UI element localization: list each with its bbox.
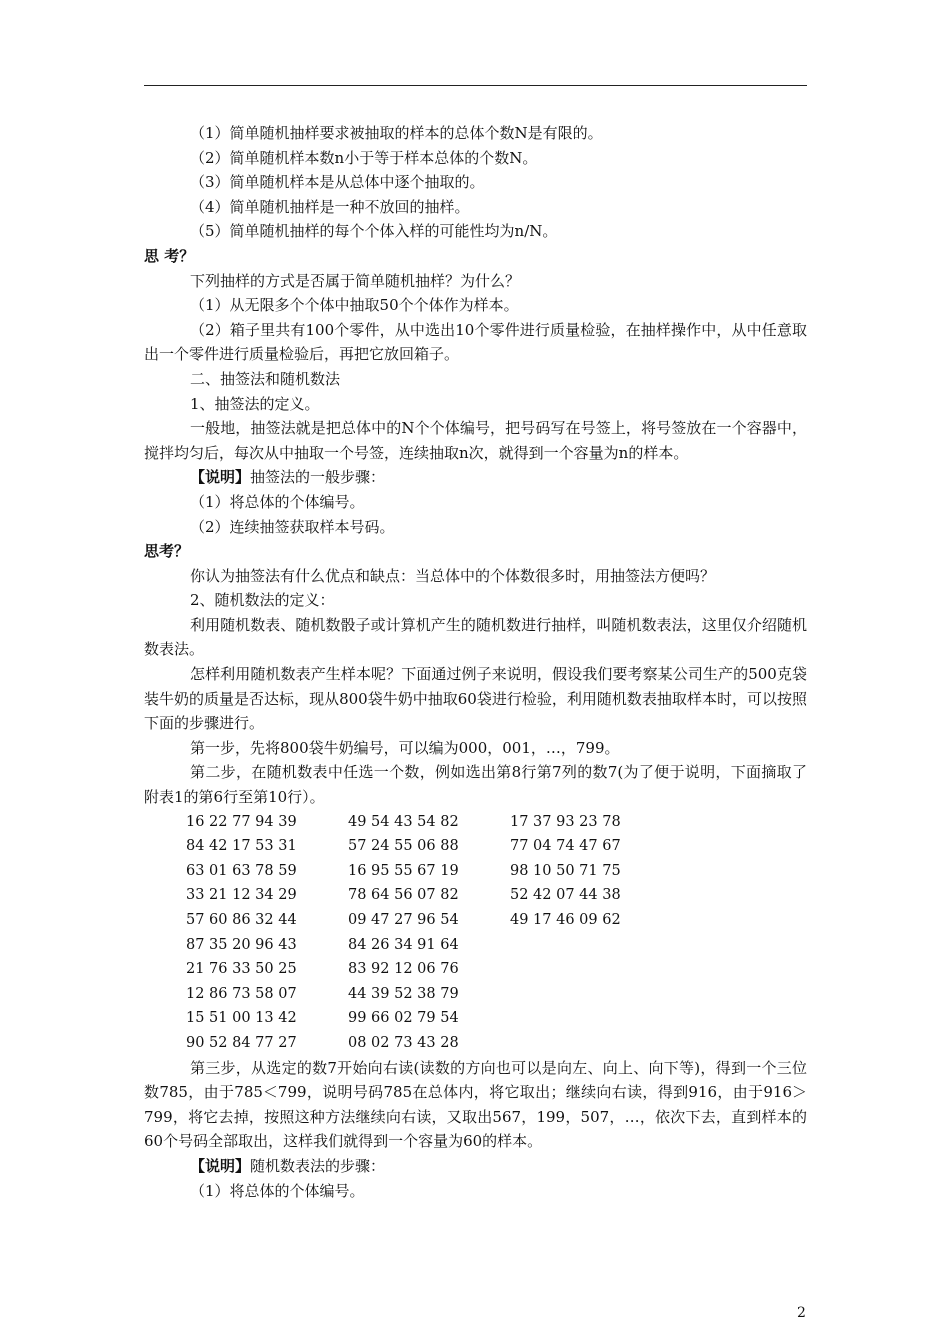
table-cell: 52 42 07 44 38: [510, 887, 621, 904]
think-question-1: 下列抽样的方式是否属于简单随机抽样？为什么？: [190, 271, 521, 290]
think-item-1: （1）从无限多个个体中抽取50个个体作为样本。: [190, 296, 519, 315]
lottery-def-title: 1、抽签法的定义。: [190, 394, 320, 413]
table-row: [186, 1031, 807, 1056]
table-cell: 57 24 55 06 88: [348, 838, 459, 855]
rule-2: （2）简单随机样本数n小于等于样本总体的个数N。: [190, 148, 538, 167]
table-row: [186, 1006, 807, 1031]
table-cell: 21 76 33 50 25: [186, 961, 297, 978]
random-def-text: 利用随机数表、随机数骰子或计算机产生的随机数进行抽样，叫随机数表法，这里仅介绍随机数表法。: [144, 615, 807, 659]
table-cell: 83 92 12 06 76: [348, 961, 459, 978]
table-row: [186, 883, 807, 908]
table-cell: 78 64 56 07 82: [348, 887, 459, 904]
random-step-1: （1）将总体的个体编号。: [190, 1181, 365, 1200]
document-body: [144, 121, 807, 1203]
table-cell: 15 51 00 13 42: [186, 1010, 297, 1027]
table-cell: 87 35 20 96 43: [186, 936, 297, 953]
lottery-step-1: （1）将总体的个体编号。: [190, 492, 365, 511]
random-intro: 怎样利用随机数表产生样本呢？下面通过例子来说明，假设我们要考察某公司生产的500克袋装牛奶的质量是否达标，现从800袋牛奶中抽取60袋进行检验，利用随机数表抽取样本时，可以按照下面的步骤进行。: [144, 665, 807, 733]
rule-5: （5）简单随机抽样的每个个体入样的可能性均为n/N。: [190, 222, 558, 241]
table-cell: [510, 1006, 672, 1031]
table-row: [186, 834, 807, 859]
lottery-note: [144, 465, 807, 490]
third-step: 第三步，从选定的数7开始向右读(读数的方向也可以是向左、向上、向下等)，得到一个三位数785，由于785＜799，说明号码785在总体内，将它取出；继续向右读，得到916，由于916＞799，将它去掉，按照这种方法继续向右读，又取出567，199，507，…，依次下去，直到样本的60个号码全部取出，这样我们就得到一个容量为60的样本。: [144, 1058, 807, 1151]
rule-4: （4）简单随机抽样是一种不放回的抽样。: [190, 197, 470, 216]
note-label: 【说明】: [190, 1156, 251, 1175]
table-cell: 63 01 63 78 59: [186, 862, 297, 879]
table-row: [186, 982, 807, 1007]
table-row: [186, 859, 807, 884]
think-item-2: （2）箱子里共有100个零件，从中选出10个零件进行质量检验，在抽样操作中，从中任意取出一个零件进行质量检验后，再把它放回箱子。: [144, 320, 807, 364]
table-cell: 09 47 27 96 54: [348, 912, 459, 928]
table-cell: [510, 1031, 672, 1056]
table-cell: 49 17 46 09 62: [510, 912, 621, 928]
table-cell: 57 60 86 32 44: [186, 912, 297, 928]
table-cell: 33 21 12 34 29: [186, 887, 297, 904]
table-cell: [510, 957, 672, 982]
rule-3: （3）简单随机样本是从总体中逐个抽取的。: [190, 173, 485, 192]
page-number: 2: [797, 1305, 806, 1321]
think-heading-2: 思考？: [144, 542, 190, 561]
table-cell: 99 66 02 79 54: [348, 1010, 459, 1027]
table-cell: [510, 982, 672, 1007]
table-cell: 16 95 55 67 19: [348, 862, 459, 879]
table-row: [186, 908, 807, 933]
rule-1: （1）简单随机抽样要求被抽取的样本的总体个数N是有限的。: [190, 124, 603, 142]
note-text: 随机数表法的步骤：: [250, 1156, 386, 1175]
table-cell: 84 26 34 91 64: [348, 936, 459, 953]
table-cell: 44 39 52 38 79: [348, 985, 459, 1002]
note-text: 抽签法的一般步骤：: [250, 468, 386, 487]
second-step: 第二步，在随机数表中任选一个数，例如选出第8行第7列的数7(为了便于说明，下面摘取了附表1的第6行至第10行）。: [144, 763, 807, 807]
think-heading-1: 思 考？: [144, 246, 195, 265]
lottery-step-2: （2）连续抽签获取样本号码。: [190, 517, 395, 536]
table-cell: 17 37 93 23 78: [510, 813, 621, 830]
header-rule: [144, 85, 807, 86]
table-cell: 12 86 73 58 07: [186, 985, 297, 1002]
note-label: 【说明】: [190, 468, 251, 487]
table-row: [186, 810, 807, 835]
section-title: 二、抽签法和随机数法: [190, 369, 341, 388]
random-number-table: [186, 810, 807, 1056]
table-cell: [510, 933, 672, 958]
table-row: [186, 957, 807, 982]
table-cell: 08 02 73 43 28: [348, 1034, 459, 1051]
table-cell: 77 04 74 47 67: [510, 838, 621, 855]
random-def-title: 2、随机数法的定义：: [190, 591, 335, 610]
table-cell: 98 10 50 71 75: [510, 862, 621, 879]
table-cell: 49 54 43 54 82: [348, 813, 459, 830]
table-cell: 16 22 77 94 39: [186, 813, 297, 830]
think-question-2: 你认为抽签法有什么优点和缺点：当总体中的个体数很多时，用抽签法方便吗？: [190, 566, 716, 585]
lottery-def-text: 一般地，抽签法就是把总体中的N个个体编号，把号码写在号签上，将号签放在一个容器中，搅拌均匀后，每次从中抽取一个号签，连续抽取n次，就得到一个容量为n的样本。: [144, 419, 807, 462]
random-note: [144, 1154, 807, 1179]
first-step: 第一步，先将800袋牛奶编号，可以编为000，001，…，799。: [190, 738, 620, 757]
table-cell: 84 42 17 53 31: [186, 838, 297, 855]
table-cell: 90 52 84 77 27: [186, 1034, 297, 1051]
table-row: [186, 933, 807, 958]
